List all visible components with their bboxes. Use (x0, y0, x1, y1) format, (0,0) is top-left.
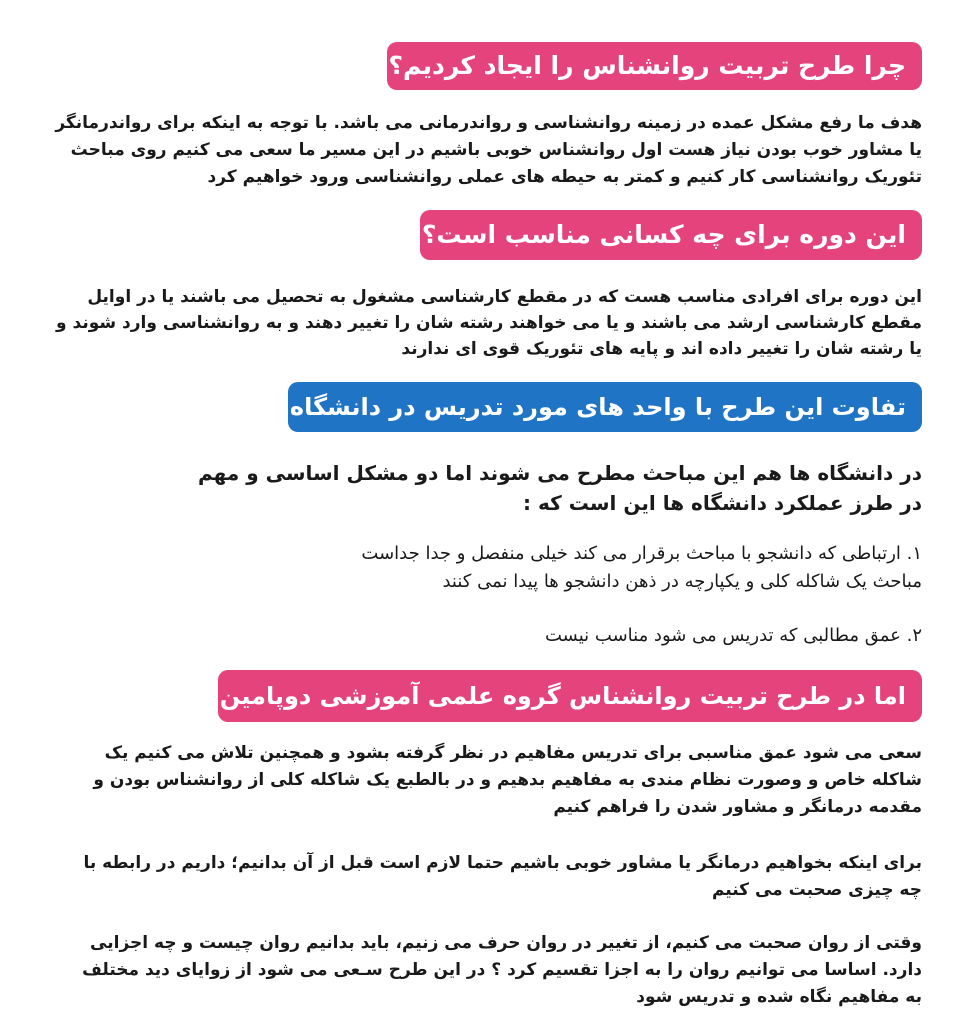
list-item-line: ۱. ارتباطی که دانشجو با مباحث برقرار می کند خیلی منفصل و جدا جداست (361, 543, 922, 564)
section2-line: مقطع کارشناسی ارشد می باشند و یا می خواهند رشته شان را تغییر دهند و به روانشناسی وارد شوند و (56, 313, 922, 333)
section3-line: در طرز عملکرد دانشگاه ها این است که : (523, 491, 922, 515)
section1-line: هدف ما رفع مشکل عمده در زمینه روانشناسی و رواندرمانی می باشد. با توجه به اینکه برای رواندرمانگر (55, 113, 922, 133)
section1-heading: چرا طرح تربیت روانشناس را ایجاد کردیم؟ (387, 42, 922, 90)
section1-line: یا مشاور خوب بودن نیاز هست اول روانشناس خوبی باشیم در این مسیر ما سعی می کنیم روی مباحث (70, 140, 922, 160)
section2-paragraph (56, 284, 922, 362)
list-item-line: ۲. عمق مطالبی که تدریس می شود مناسب نیست (545, 625, 922, 646)
section4-line: وقتی از روان صحبت می کنیم، از تغییر در روان حرف می زنیم، باید بدانیم روان چیست و چه اجزایی (90, 933, 922, 953)
section3-paragraph (198, 458, 922, 518)
section2-heading: این دوره برای چه کسانی مناسب است؟ (420, 210, 922, 260)
section2-line: یا رشته شان را تغییر داده اند و پایه های تئوریک قوی ای ندارند (401, 339, 922, 359)
section3-line: در دانشگاه ها هم این مباحث مطرح می شوند اما دو مشکل اساسی و مهم (197, 461, 922, 485)
section4-paragraph-1 (93, 740, 922, 821)
list-item-line: مباحث یک شاکله کلی و یکپارچه در ذهن دانشجو ها پیدا نمی کنند (442, 571, 922, 592)
section4-heading: اما در طرح تربیت روانشناس گروه علمی آموزشی دوپامین (218, 670, 922, 722)
section4-line: سعی می شود عمق مناسبی برای تدریس مفاهیم در نظر گرفته بشود و همچنین تلاش می کنیم یک (104, 743, 922, 763)
section2-line: این دوره برای افرادی مناسب هست که در مقطع کارشناسی مشغول به تحصیل می باشند یا در اوایل (87, 287, 922, 307)
section4-line: به مفاهیم نگاه شده و تدریس شود (636, 987, 922, 1007)
section3-list-item-2 (545, 622, 922, 650)
section4-line: دارد. اساسا می توانیم روان را به اجزا تقسیم کرد ؟ در این طرح سـعی می شود از زوایای دید مختلف (82, 960, 922, 980)
section3-heading: تفاوت این طرح با واحد های مورد تدریس در دانشگاه (288, 382, 922, 432)
section4-line: شاکله خاص و وصورت نظام مندی به مفاهیم بدهیم و در بالطبع یک شاکله کلی از روانشناس بودن و (93, 770, 922, 790)
section4-paragraph-3 (82, 930, 922, 1011)
section1-line: تئوریک روانشناسی کار کنیم و کمتر به حیطه های عملی روانشناسی ورود خواهیم کرد (207, 167, 922, 187)
section4-paragraph-2 (83, 850, 922, 904)
section4-line: چه چیزی صحبت می کنیم (711, 880, 922, 900)
section4-line: برای اینکه بخواهیم درمانگر یا مشاور خوبی باشیم حتما لازم است قبل از آن بدانیم؛ داریم در رابطه با (83, 853, 922, 873)
section3-list-item-1 (361, 540, 922, 596)
section1-paragraph (55, 110, 922, 191)
section4-line: مقدمه درمانگر و مشاور شدن را فراهم کنیم (553, 797, 922, 817)
